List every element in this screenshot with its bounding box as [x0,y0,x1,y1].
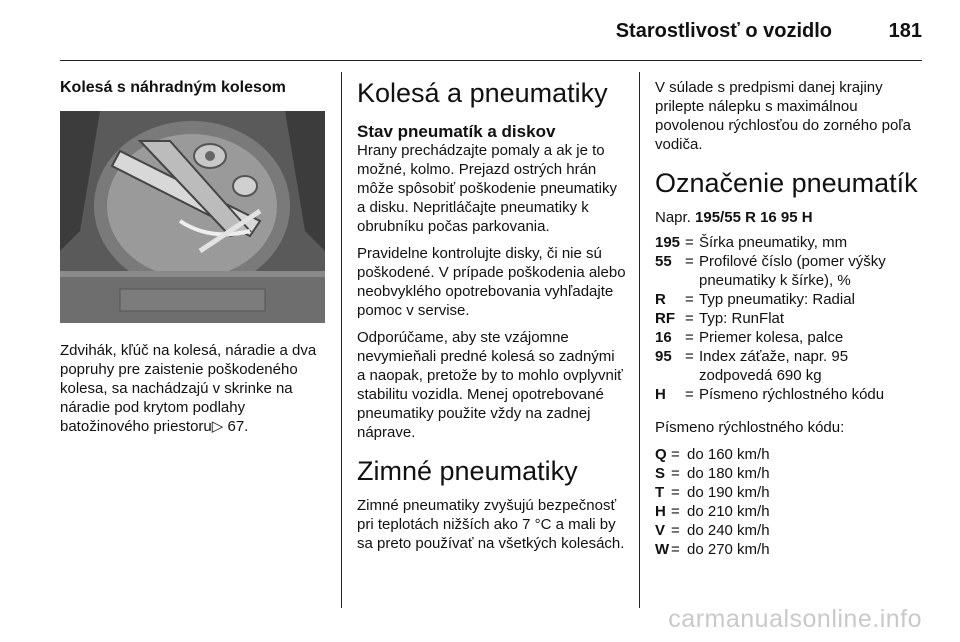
watermark: carmanualsonline.info [668,605,922,633]
page-number: 181 [888,20,922,42]
definition-row: R = Typ pneumatiky: Radial [655,291,855,308]
spare-wheel-heading: Kolesá s náhradným kolesom [60,79,286,96]
toolkit-caption: Zdvihák, kľúč na kolesá, náradie a dva popruhy pre zaistenie poškodeného kolesa, sa nachádzajú v skrinke na náradie pod krytom podlahy batožinového priestoru▷ 67. [60,342,317,435]
speed-list [655,445,925,559]
column-divider [639,72,640,608]
section-title-wheels: Kolesá a pneumatiky [357,78,608,108]
definition-row: 55 = Profilové číslo (pomer výšky pneumatiky k šírke), % [655,253,886,289]
chapter-title: Starostlivosť o vozidlo [615,20,832,42]
left-column [60,78,325,444]
speed-row: S = do 180 km/h [655,465,770,482]
page-link[interactable]: 67. [227,418,249,435]
column-divider [341,72,342,608]
definition-list [655,233,925,404]
section-title-marking: Označenie pneumatík [655,168,918,198]
speed-row: W = do 270 km/h [655,541,770,558]
definition-row: H = Písmeno rýchlostného kódu [655,386,885,403]
right-column [655,78,925,573]
paragraph: Hrany prechádzajte pomaly a ak je to možné, kolmo. Prejazd ostrých hrán môže spôsobiť poškodenie pneumatiky a disku. Nepritláčajte pneumatiky k obrubníku počas parkovania. [357,142,617,235]
section-title-winter: Zimné pneumatiky [357,456,578,486]
speed-row: T = do 190 km/h [655,484,770,501]
header-rule [60,60,922,61]
speed-row: H = do 210 km/h [655,503,770,520]
arrow-ref-icon: ▷ [211,418,224,435]
subsection-tyre-condition: Stav pneumatík a diskov [357,122,556,141]
paragraph: V súlade s predpismi danej krajiny prilepte nálepku s maximálnou povolenou rýchlosťou do zorného poľa vodiča. [655,79,912,153]
definition-row: 95 = Index záťaže, napr. 95 zodpovedá 690 kg [655,348,849,384]
definition-row: 16 = Priemer kolesa, palce [655,329,844,346]
paragraph: Zimné pneumatiky zvyšujú bezpečnosť pri teplotách nižších ako 7 °C a mali by sa preto používať na všetkých kolesách. [357,497,625,552]
tyre-code-example: Napr. 195/55 R 16 95 H [655,209,813,226]
trunk-toolkit-illustration [60,111,325,323]
speed-row: V = do 240 km/h [655,522,770,539]
speed-intro: Písmeno rýchlostného kódu: [655,419,845,436]
definition-row: 195 = Šírka pneumatiky, mm [655,234,848,251]
definition-row: RF = Typ: RunFlat [655,310,785,327]
page-header [60,10,922,60]
speed-row: Q = do 160 km/h [655,446,770,463]
paragraph: Pravidelne kontrolujte disky, či nie sú poškodené. V prípade poškodenia alebo neobvyklého opotrebovania vyhľadajte pomoc v servise. [357,245,626,319]
paragraph: Odporúčame, aby ste vzájomne nevymieňali predné kolesá so zadnými a naopak, pretože by to mohlo ovplyvniť stabilitu vozidla. Menej opotrebované pneumatiky použite vždy na zadnej náprave. [357,329,623,441]
trunk-toolkit-photo [60,111,325,323]
middle-column [357,78,627,561]
